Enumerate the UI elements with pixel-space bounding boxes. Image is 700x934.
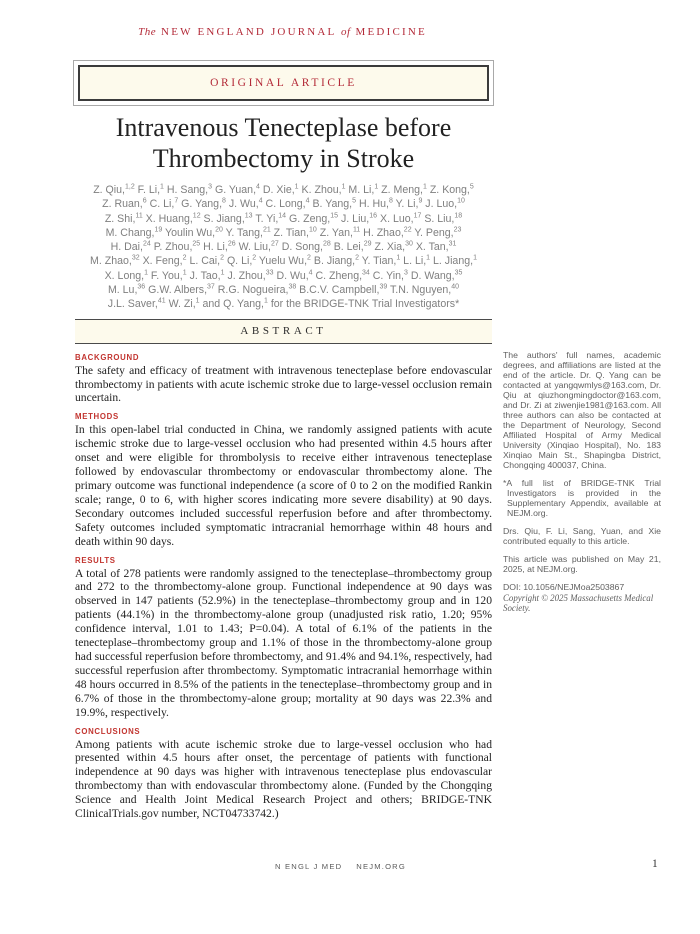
abstract-heading: ABSTRACT (240, 325, 327, 338)
author-line: Z. Qiu,$^{1,2}$ F. Li,$^1$ H. Sang,$^3$ G. Yuan,$^4$ D. Xie,$^1$ K. Zhou,$^1$ M. Li,$^1$ Z. Meng,$^1$ Z. Kong,$^5$ (93, 183, 474, 196)
article-title-line1: Intravenous Tenecteplase before (115, 113, 452, 142)
sidebar-note-affiliations: The authors' full names, academic degrees, and affiliations are listed at the end of the article. Dr. Q. Yang can be contacted at yangqwmlys@163.com, Dr. Qiu at qiuzhongmingdoctor@163.com, and Dr. Zi at ziwenjie1981@163.com. All three authors can also be contacted at the Department of Neurology, Second Affiliated Hospital of Army Medical University (Xinqiao Hospital), No. 183 Xinqiao Main St., Shapingba District, Chongqing 400037, China. (503, 350, 661, 470)
article-type-label: ORIGINAL ARTICLE (210, 77, 357, 89)
author-line: Z. Ruan,$^6$ C. Li,$^7$ G. Yang,$^8$ J. Wu,$^4$ C. Long,$^4$ B. Yang,$^5$ H. Hu,$^8$ Y. Li,$^9$ J. Luo,$^{10}$ (102, 197, 465, 211)
section-label-results: RESULTS (75, 555, 116, 565)
journal-masthead (75, 26, 490, 38)
section-label-background: BACKGROUND (75, 352, 140, 362)
footer-journal-abbrev: N ENGL J MED (275, 862, 343, 871)
section-label-conclusions: CONCLUSIONS (75, 726, 141, 736)
article-title-line2: Thrombectomy in Stroke (152, 144, 415, 173)
sidebar-note-equal-contribution: Drs. Qiu, F. Li, Sang, Yuan, and Xie contributed equally to this article. (503, 526, 661, 546)
abstract-section-methods (75, 412, 492, 548)
article-title (75, 112, 492, 174)
masthead-new-england-journal: NEW ENGLAND JOURNAL (161, 26, 337, 38)
masthead-of: of (341, 26, 351, 38)
masthead-the: The (138, 26, 157, 38)
footer-site: NEJM.ORG (356, 862, 406, 871)
section-label-methods: METHODS (75, 412, 119, 422)
article-type-frame (73, 60, 494, 106)
author-list (75, 183, 492, 312)
section-text-conclusions: Among patients with acute ischemic stroke due to large-vessel occlusion who had presented within 4.5 hours after onset, the percentage of patients with functional independence at 90 days was higher with intravenous tenecteplase plus endovascular thrombectomy than with endovascular thrombectomy alone. (Funded by the Chongqing Science and Health Joint Medical Research Project and others; BRIDGE-TNK ClinicalTrials.gov number, NCT04733742.) (75, 737, 492, 821)
author-line: X. Long,$^1$ F. You,$^1$ J. Tao,$^1$ J. Zhou,$^{33}$ D. Wu,$^4$ C. Zheng,$^{34}$ C. Yin,$^3$ D. Wang,$^{35}$ (104, 269, 463, 282)
abstract-body (75, 353, 492, 821)
page-number: 1 (652, 858, 658, 870)
abstract-section-results (75, 556, 492, 720)
section-text-methods: In this open-label trial conducted in China, we randomly assigned patients with acute ischemic stroke due to large-vessel occlusion who had presented within 4.5 hours after onset and were eligible for thrombolysis to receive either intravenous tenecteplase followed by endovascular thrombectomy or endovascular thrombectomy alone. The primary outcome was functional independence (a score of 0 to 2 on the modified Rankin scale; range, 0 to 6, with higher scores indicating more severe disability) at 90 days. Secondary outcomes included successful reperfusion before and after thrombectomy. Safety outcomes included symptomatic intracranial hemorrhage within 48 hours and death within 90 days. (75, 423, 492, 548)
article-type-box (78, 65, 489, 101)
masthead-medicine: MEDICINE (355, 26, 427, 38)
sidebar-doi: DOI: 10.1056/NEJMoa2503867 (503, 582, 625, 592)
sidebar-note-published: This article was published on May 21, 2025, at NEJM.org. (503, 554, 661, 574)
author-line: Z. Shi,$^{11}$ X. Huang,$^{12}$ S. Jiang,$^{13}$ T. Yi,$^{14}$ G. Zeng,$^{15}$ J. Liu,$^{16}$ X. Luo,$^{17}$ S. Liu,$^{18}$ (104, 212, 463, 225)
section-text-background: The safety and efficacy of treatment with intravenous tenecteplase before endovascular thrombectomy in patients with acute ischemic stroke due to large-vessel occlusion remain uncertain. (75, 363, 492, 405)
sidebar-copyright: Copyright © 2025 Massachusetts Medical Society. (503, 593, 654, 613)
sidebar-note-investigators: *A full list of BRIDGE-TNK Trial Investigators is provided in the Supplementary Appendix, available at NEJM.org. (503, 478, 661, 518)
main-column (75, 112, 492, 828)
abstract-banner (75, 319, 492, 344)
author-line: M. Lu,$^{36}$ G.W. Albers,$^{37}$ R.G. Nogueira,$^{38}$ B.C.V. Campbell,$^{39}$ T.N. Nguyen,$^{40}$ (107, 283, 460, 297)
author-line: M. Zhao,$^{32}$ X. Feng,$^2$ L. Cai,$^2$ Q. Li,$^2$ Yuelu Wu,$^2$ B. Jiang,$^2$ Y. Tian,$^1$ L. Li,$^1$ L. Jiang,$^1$ (90, 254, 477, 268)
author-line: J.L. Saver,$^{41}$ W. Zi,$^1$ and Q. Yang,$^1$ for the BRIDGE-TNK Trial Investigators* (107, 297, 460, 311)
abstract-section-conclusions (75, 727, 492, 821)
footer-journal-reference (275, 862, 406, 871)
correspondence-sidebar (503, 350, 661, 621)
section-text-results: A total of 278 patients were randomly assigned to the tenecteplase–thrombectomy group and 272 to the thrombectomy-alone group. Functional independence at 90 days was observed in 147 patients (52.9%) in the tenecteplase–thrombectomy group and in 120 patients (44.1%) in the thrombectomy-alone group (unadjusted risk ratio, 1.20; 95% confidence interval, 1.01 to 1.43; P=0.04). A total of 6.1% of the patients in the tenecteplase–thrombectomy group and 1.1% of those in the thrombectomy-alone group had successful reperfusion before thrombectomy, and 91.4% and 94.1%, respectively, had successful reperfusion after thrombectomy. Symptomatic intracranial hemorrhage within 48 hours occurred in 8.5% of the patients in the tenecteplase–thrombectomy group and in 6.7% of those in the thrombectomy-alone group; mortality at 90 days was 22.3% and 19.9%, respectively. (75, 566, 492, 719)
author-line: H. Dai,$^{24}$ P. Zhou,$^{25}$ H. Li,$^{26}$ W. Liu,$^{27}$ D. Song,$^{28}$ B. Lei,$^{29}$ Z. Xia,$^{30}$ X. Tan,$^{31}$ (110, 240, 457, 254)
abstract-section-background (75, 353, 492, 406)
author-line: M. Chang,$^{19}$ Youlin Wu,$^{20}$ Y. Tang,$^{21}$ Z. Tian,$^{10}$ Z. Yan,$^{11}$ H. Zhao,$^{22}$ Y. Peng,$^{23}$ (105, 226, 462, 239)
